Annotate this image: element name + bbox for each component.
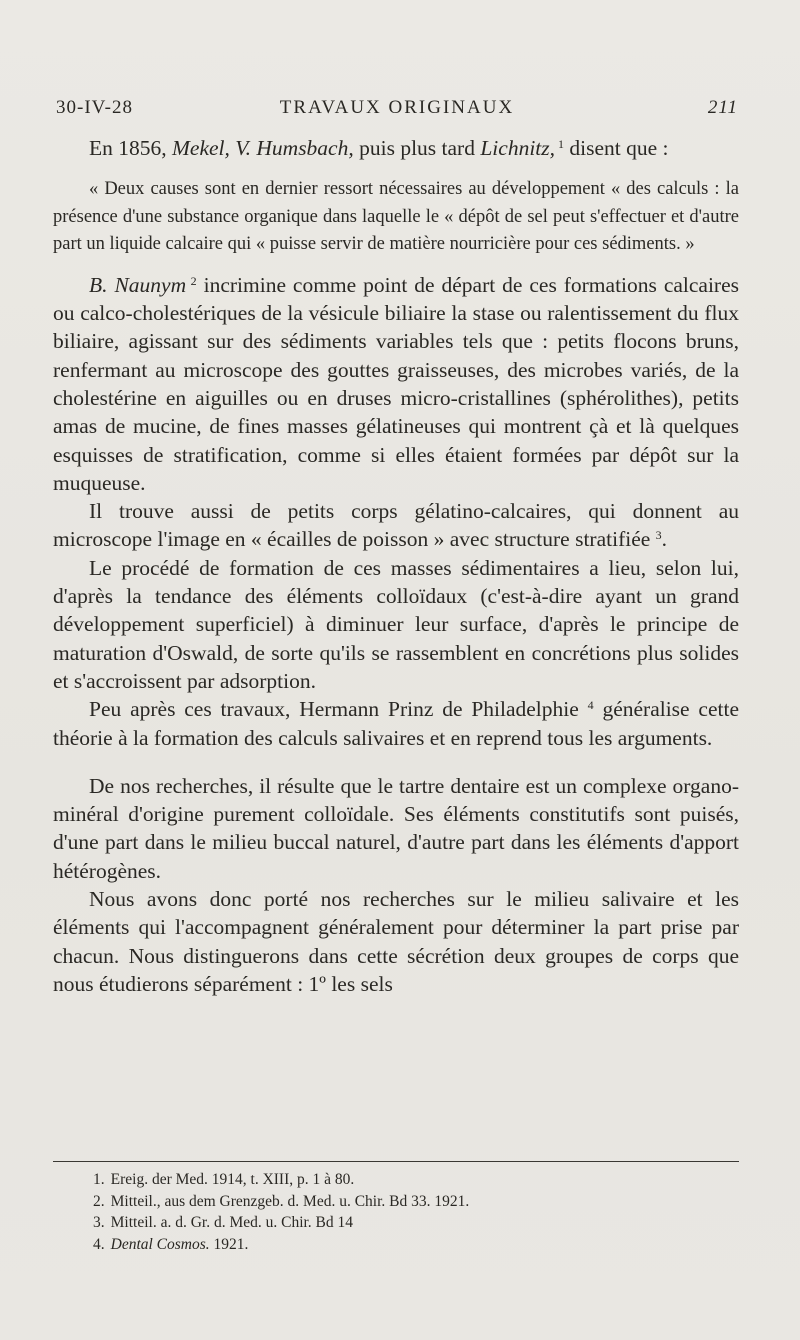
italic-run: B. Naunym — [89, 272, 187, 297]
footnote-ref: 1 — [555, 137, 565, 151]
text-run: Peu après ces travaux, Hermann Prinz de Philadelphie — [89, 697, 588, 722]
text-run: disent que : — [564, 136, 669, 160]
paragraph — [53, 554, 739, 695]
paragraph — [53, 497, 739, 554]
paragraph — [53, 134, 739, 162]
text-run: Le procédé de formation de ces masses sédimentaires a lieu, selon lui, d'après la tendance des éléments colloïdaux (c'est-à-dire ayant un grand développement superficiel) à diminuer leur surface, d'après le principe de maturation d'Oswald, de sorte qu'ils se rassemblent en concrétions plus solides et s'accroissent par adsorption. — [53, 555, 739, 693]
footnote-rule — [53, 1161, 739, 1162]
block-quote — [53, 176, 739, 259]
footnote-ref: 2 — [186, 273, 197, 288]
paragraph — [53, 772, 739, 885]
footnote-2: 2. Mitteil., aus dem Grenzgeb. d. Med. u. Chir. Bd 33. 1921. — [93, 1192, 470, 1210]
footnote-ref: 4 — [587, 698, 594, 713]
text-run: Nous avons donc porté nos recherches sur le milieu salivaire et les éléments qui l'accompagnent généralement pour déterminer la part prise par chacun. Nous distinguerons dans cette sécrétion deux groupes de corps que nous étudierons séparément : 1º les sels — [53, 887, 739, 996]
text-run: « Deux causes sont en dernier ressort nécessaires au développement « des calculs : la présence d'une substance organique dans laquelle le « dépôt de sel peut s'effectuer et d'autre part un liquide calcaire qui « puisse servir de matière nourricière pour ces sédiments. » — [53, 179, 739, 255]
page-number: 211 — [707, 97, 738, 118]
text-run: Il trouve aussi de petits corps gélatino-calcaires, qui donnent au microscope l'image en « écailles de poisson » avec structure stratifiée — [53, 499, 739, 552]
running-header — [56, 97, 738, 123]
footnote-ref: 3 — [655, 528, 662, 543]
footnote-3: 3. Mitteil. a. d. Gr. d. Med. u. Chir. Bd 14 — [93, 1214, 354, 1231]
paragraph — [53, 885, 739, 998]
text-run: En 1856, — [89, 136, 173, 160]
paragraph — [53, 271, 739, 497]
italic-run: Mekel, V. Humsbach, — [172, 136, 354, 160]
text-run: puis plus tard — [353, 136, 481, 160]
text-run: généralise cette théorie à la formation des calculs salivaires et en reprend tous les arguments. — [53, 697, 739, 750]
footnote-4: 4. Dental Cosmos. 1921. — [93, 1235, 249, 1253]
footnote-1: 1. Ereig. der Med. 1914, t. XIII, p. 1 à 80. — [93, 1171, 355, 1188]
text-run: De nos recherches, il résulte que le tartre dentaire est un complexe organo-minéral d'origine purement colloïdale. Ses éléments constitutifs sont puisés, d'une part dans le milieu buccal naturel, d'autre part dans les éléments d'apport hétérogènes. — [53, 773, 739, 883]
text-run: . — [661, 527, 668, 552]
footnotes — [93, 1169, 733, 1255]
running-title: TRAVAUX ORIGINAUX — [279, 97, 515, 118]
italic-run: Lichnitz, — [480, 136, 556, 160]
text-run: incrimine comme point de départ de ces formations calcaires ou calco-cholestériques de la vésicule biliaire la stase ou ralentissement du flux biliaire, agissant sur des sédiments variables tels que : petits flocons bruns, renfermant au microscope des gouttes graisseuses, des microbes variés, de la cholestérine en aiguilles ou en druses micro-cristallines (sphérolithes), petits amas de mucine, de fines masses gélatineuses qui montrent çà et là quelques esquisses de stratification, comme si elles étaient formées par dépôt sur la muqueuse. — [53, 272, 740, 495]
paragraph — [53, 695, 739, 752]
header-date: 30-IV-28 — [56, 97, 133, 118]
body-text — [53, 134, 739, 998]
